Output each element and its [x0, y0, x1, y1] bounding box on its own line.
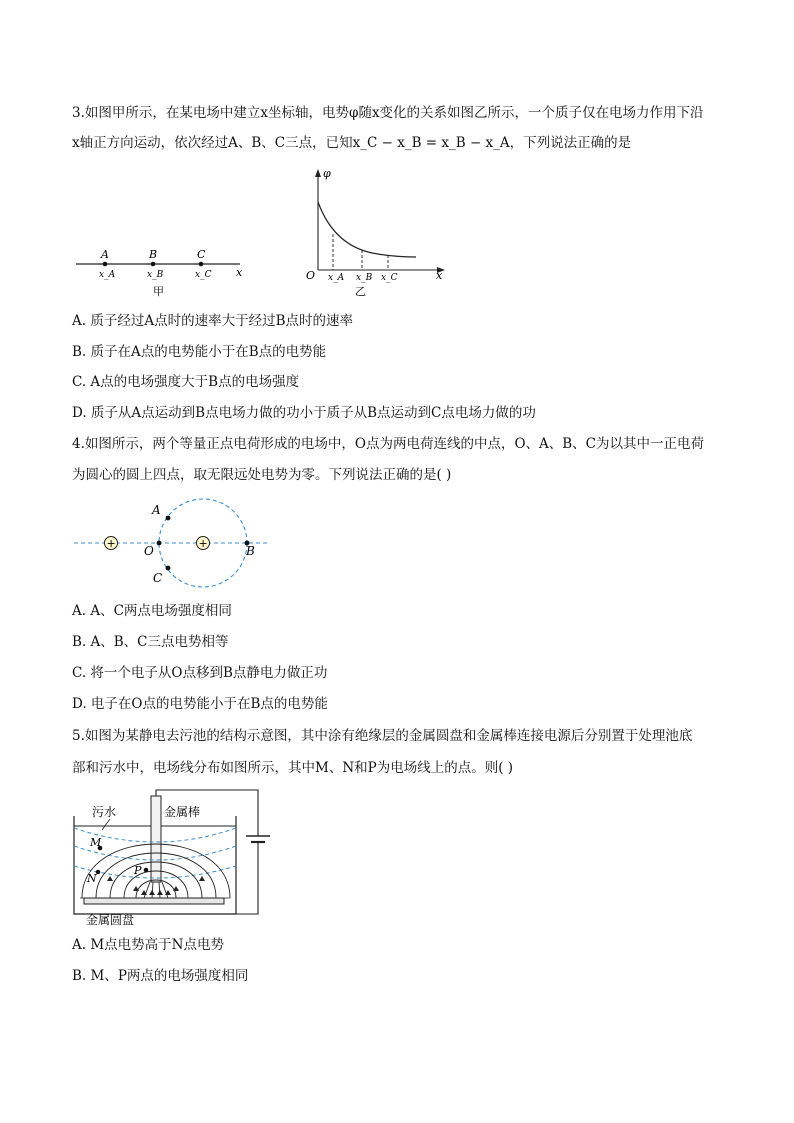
q4-option-c: C. 将一个电子从O点移到B点静电力做正功	[72, 665, 328, 681]
q5-figure	[70, 786, 270, 930]
q4-option-b: B. A、B、C三点电势相等	[72, 634, 229, 650]
tick-xb: x_B	[356, 273, 373, 283]
tick-xb: x_B	[147, 270, 164, 280]
q3-stem-line1: 3.如图甲所示，在某电场中建立x坐标轴，电势φ随x变化的关系如图乙所示，一个质子仅在电场力作用下沿	[72, 105, 704, 121]
point-c-dot	[199, 262, 204, 267]
q4-option-d: D. 电子在O点的电势能小于在B点的电势能	[72, 696, 328, 712]
point-a-label: A	[101, 248, 109, 261]
caption-yi: 乙	[355, 285, 366, 298]
q5-stem-line1: 5.如图为某静电去污池的结构示意图，其中涂有绝缘层的金属圆盘和金属棒连接电源后分别置于处理池底	[72, 728, 693, 744]
point-p-label: P	[134, 864, 142, 877]
charge-left-sign: +	[106, 537, 116, 550]
point-a-dot	[103, 262, 108, 267]
point-c-label: C	[153, 571, 163, 585]
q5-option-b: B. M、P两点的电场强度相同	[72, 968, 249, 984]
tick-xc: x_C	[195, 270, 212, 280]
point-b-label: B	[246, 544, 255, 558]
point-c-label: C	[197, 248, 206, 261]
point-a-label: A	[152, 503, 161, 517]
q3-figure-yi	[304, 166, 454, 302]
caption-jia: 甲	[153, 285, 164, 298]
q3-option-d: D. 质子从A点运动到B点电场力做的功小于质子从B点运动到C点电场力做的功	[72, 405, 536, 421]
q5-stem-line2: 部和污水中，电场线分布如图所示，其中M、N和P为电场线上的点。则( )	[72, 760, 514, 776]
tick-xa: x_A	[99, 270, 116, 280]
q4-figure	[72, 498, 272, 588]
charge-right-sign: +	[198, 537, 208, 550]
label-rod: 金属棒	[164, 805, 201, 819]
point-b-dot	[151, 262, 156, 267]
q4-stem-line2: 为圆心的圆上四点，取无限远处电势为零。下列说法正确的是( )	[72, 467, 452, 483]
tick-xa: x_A	[328, 273, 345, 283]
label-disk: 金属圆盘	[86, 913, 135, 927]
axis-x-label: x	[236, 266, 243, 279]
label-water: 污水	[92, 805, 117, 819]
axis-x-label: x	[436, 269, 443, 282]
origin-label: O	[306, 269, 316, 282]
tick-xc: x_C	[381, 273, 398, 283]
q3-stem-line2: x轴正方向运动，依次经过A、B、C三点，已知x_C − x_B = x_B − x_A，下列说法正确的是	[72, 135, 632, 151]
point-m-label: M	[90, 836, 102, 849]
q5-option-a: A. M点电势高于N点电势	[72, 937, 224, 953]
q4-option-a: A. A、C两点电场强度相同	[72, 603, 232, 619]
q4-stem-line1: 4.如图所示，两个等量正点电荷形成的电场中，O点为两电荷连线的中点，O、A、B、C为以其中一正电荷	[72, 436, 705, 452]
point-b-label: B	[149, 248, 158, 261]
q3-figure-jia	[70, 238, 260, 300]
q3-option-c: C. A点的电场强度大于B点的电场强度	[72, 374, 300, 390]
axis-phi-label: φ	[323, 167, 331, 180]
point-n-label: N	[87, 872, 97, 885]
q3-option-a: A. 质子经过A点时的速率大于经过B点时的速率	[72, 313, 354, 329]
q3-option-b: B. 质子在A点的电势能小于在B点的电势能	[72, 344, 327, 360]
point-o-label: O	[144, 544, 154, 558]
